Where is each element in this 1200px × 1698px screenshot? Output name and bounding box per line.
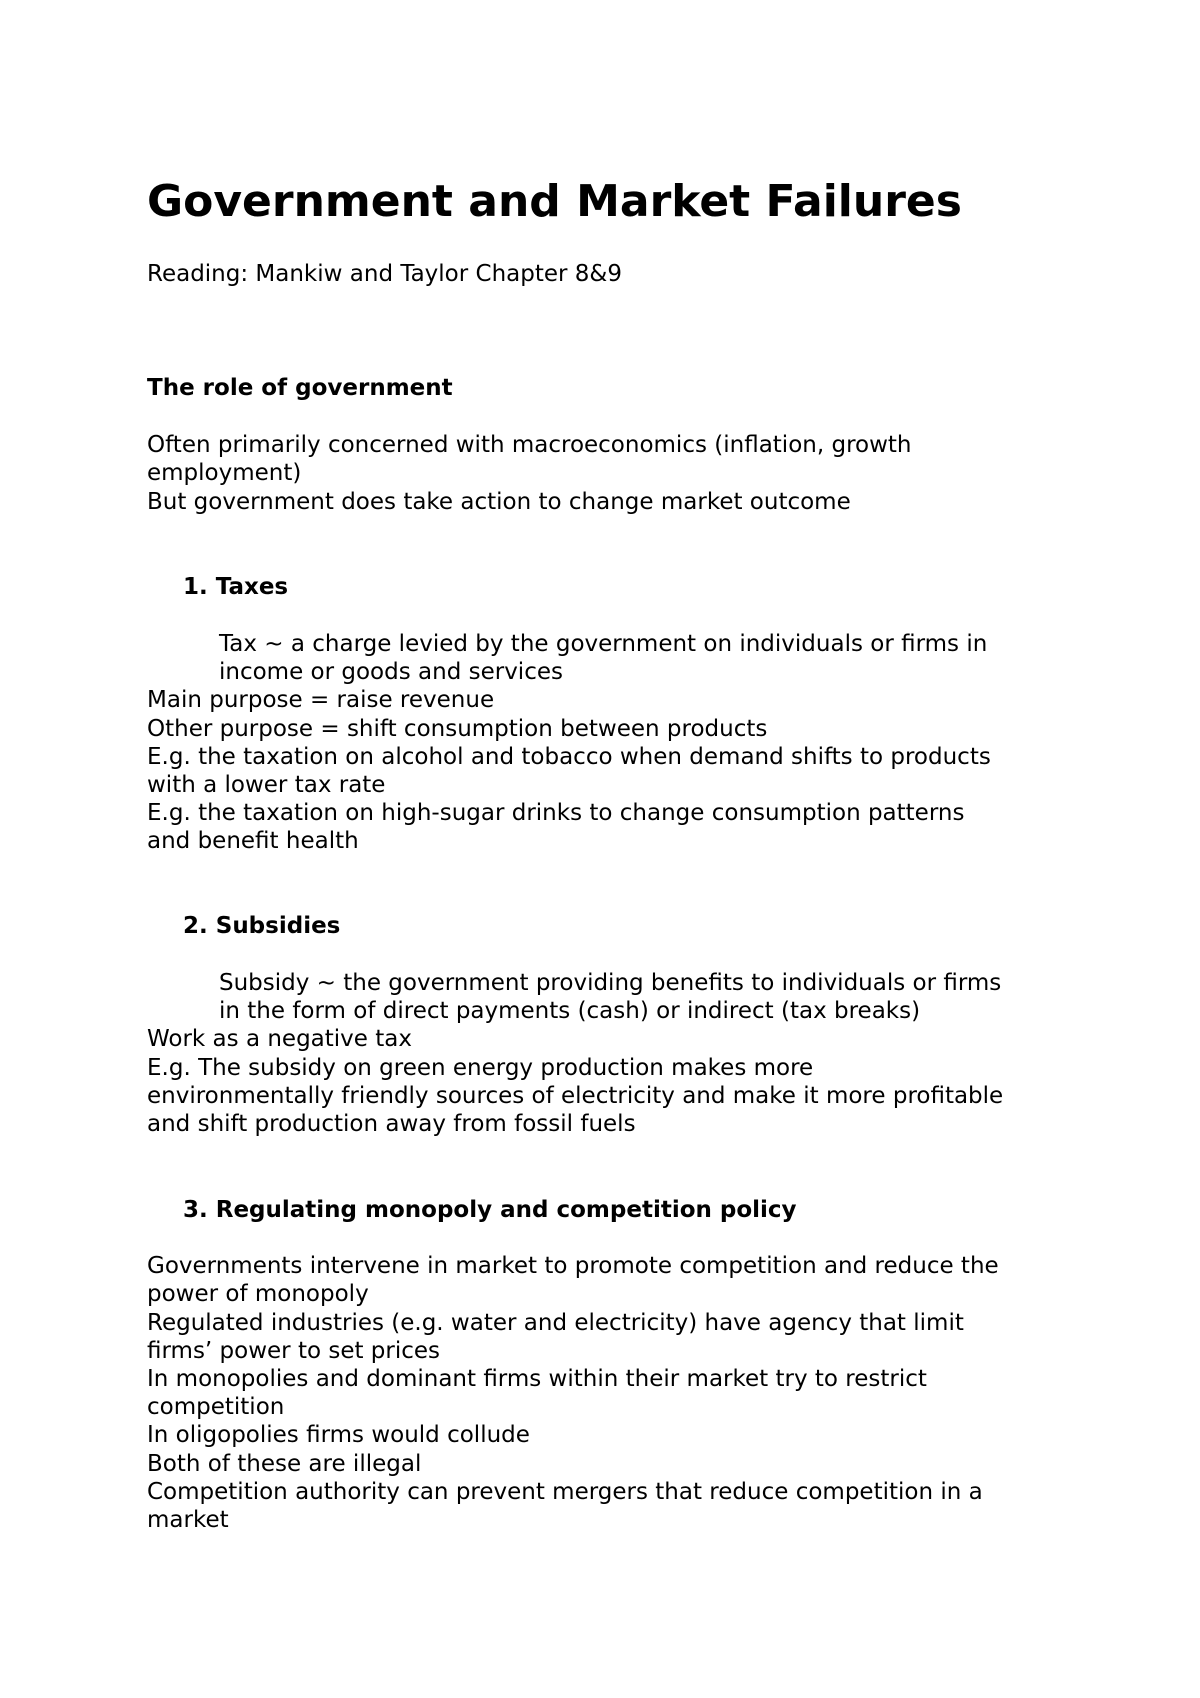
monopoly-heading: 3. Regulating monopoly and competition policy (183, 1197, 797, 1223)
taxes-heading: 1. Taxes (183, 574, 289, 600)
subsidies-heading: 2. Subsidies (183, 913, 341, 939)
reading-note: Reading: Mankiw and Taylor Chapter 8&9 (147, 261, 622, 287)
taxes-line: Other purpose = shift consumption between products (147, 716, 768, 742)
taxes-line: and benefit health (147, 828, 359, 854)
monopoly-line: Regulated industries (e.g. water and electricity) have agency that limit (147, 1310, 964, 1336)
subsidies-line: environmentally friendly sources of electricity and make it more profitable (147, 1083, 1004, 1109)
subsidies-line: and shift production away from fossil fuels (147, 1111, 636, 1137)
taxes-definition: Tax ~ a charge levied by the government on individuals or firms in (219, 631, 988, 657)
monopoly-line: Both of these are illegal (147, 1451, 422, 1477)
subsidies-definition: Subsidy ~ the government providing benefits to individuals or firms (219, 970, 1002, 996)
role-line: But government does take action to change market outcome (147, 489, 851, 515)
monopoly-line: competition (147, 1394, 285, 1420)
subsidies-line: Work as a negative tax (147, 1026, 412, 1052)
monopoly-line: firms’ power to set prices (147, 1338, 441, 1364)
taxes-definition: income or goods and services (219, 659, 563, 685)
role-line: Often primarily concerned with macroeconomics (inflation, growth (147, 432, 912, 458)
monopoly-line: Competition authority can prevent mergers that reduce competition in a (147, 1479, 983, 1505)
monopoly-line: In oligopolies firms would collude (147, 1422, 530, 1448)
monopoly-line: Governments intervene in market to promote competition and reduce the (147, 1253, 999, 1279)
subsidies-line: E.g. The subsidy on green energy production makes more (147, 1055, 814, 1081)
role-line: employment) (147, 460, 302, 486)
role-heading: The role of government (147, 375, 453, 401)
taxes-line: Main purpose = raise revenue (147, 687, 495, 713)
subsidies-definition: in the form of direct payments (cash) or indirect (tax breaks) (219, 998, 921, 1024)
monopoly-line: In monopolies and dominant firms within their market try to restrict (147, 1366, 927, 1392)
taxes-line: with a lower tax rate (147, 772, 386, 798)
monopoly-line: power of monopoly (147, 1281, 369, 1307)
taxes-line: E.g. the taxation on high-sugar drinks to change consumption patterns (147, 800, 965, 826)
document-title: Government and Market Failures (147, 176, 962, 227)
taxes-line: E.g. the taxation on alcohol and tobacco when demand shifts to products (147, 744, 991, 770)
monopoly-line: market (147, 1507, 229, 1533)
